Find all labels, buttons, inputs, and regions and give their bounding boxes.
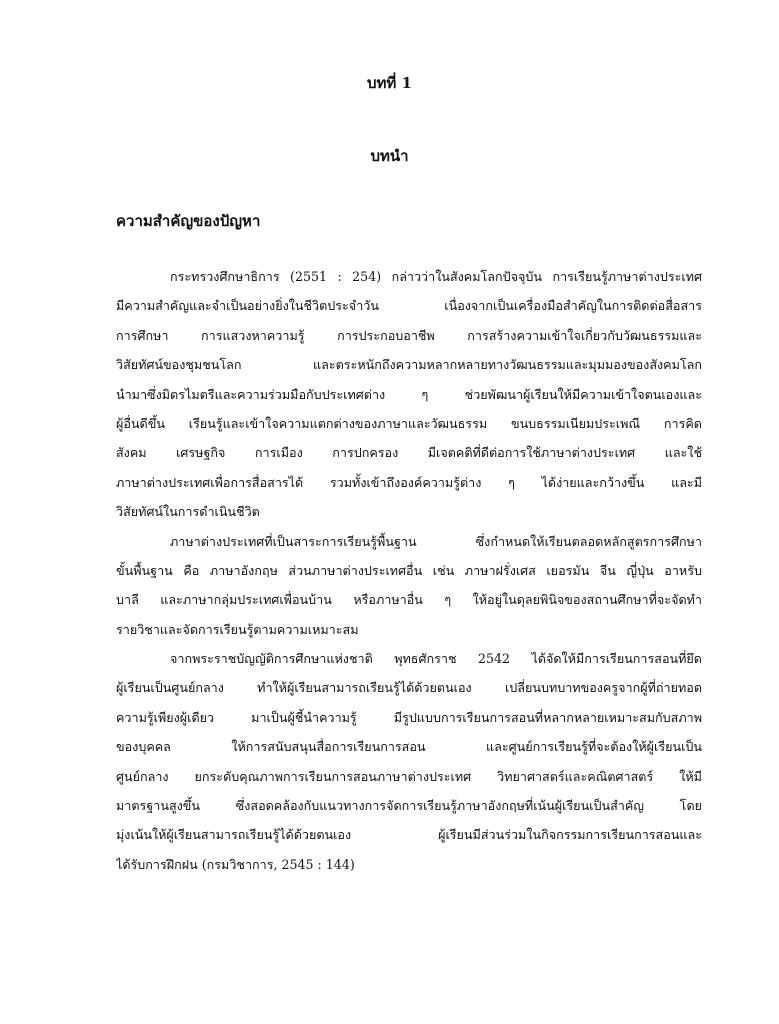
paragraph-line: ภาษาต่างประเทศที่เป็นสาระการเรียนรู้พื้นฐาน ซึ่งกำหนดให้เรียนตลอดหลักสูตรการศึกษา bbox=[170, 533, 702, 549]
paragraph-line: ขั้นพื้นฐาน คือ ภาษาอังกฤษ ส่วนภาษาต่างประเทศอื่น เช่น ภาษาฝรั่งเศส เยอรมัน จีน ญี่ปุ่น อาหรับ bbox=[116, 562, 702, 578]
section-heading: ความสำคัญของปัญหา bbox=[116, 212, 261, 230]
paragraph-line: จากพระราชบัญญัติการศึกษาแห่งชาติ พุทธศักราช 2542 ได้จัดให้มีการเรียนการสอนที่ยึด bbox=[170, 651, 702, 667]
paragraph-line: ผู้เรียนเป็นศูนย์กลาง ทำให้ผู้เรียนสามารถเรียนรู้ได้ด้วยตนเอง เปลี่ยนบทบาทของครูจากผู้ที่ถ่ายทอด bbox=[116, 680, 702, 696]
paragraph-line: ศูนย์กลาง ยกระดับคุณภาพการเรียนการสอนภาษาต่างประเทศ วิทยาศาสตร์และคณิตศาสตร์ ให้มี bbox=[116, 768, 702, 784]
paragraph-line: รายวิชาและจัดการเรียนรู้ตามความเหมาะสม bbox=[116, 621, 359, 637]
paragraph-1 bbox=[116, 262, 702, 527]
paragraph-line: สังคม เศรษฐกิจ การเมือง การปกครอง มีเจตคติที่ดีต่อการใช้ภาษาต่างประเทศ และใช้ bbox=[116, 445, 702, 461]
paragraph-line: ความรู้เพียงผู้เดียว มาเป็นผู้ชี้นำความรู้ มีรูปแบบการเรียนการสอนที่หลากหลายเหมาะสมกับสภาพ bbox=[116, 709, 702, 725]
paragraph-line: การศึกษา การแสวงหาความรู้ การประกอบอาชีพ การสร้างความเข้าใจเกี่ยวกับวัฒนธรรมและ bbox=[116, 327, 702, 343]
paragraph-line: มีความสำคัญและจำเป็นอย่างยิ่งในชีวิตประจำวัน เนื่องจากเป็นเครื่องมือสำคัญในการติดต่อสื่อสาร bbox=[116, 298, 702, 314]
paragraph-line: มาตรฐานสูงขึ้น ซึ่งสอดคล้องกับแนวทางการจัดการเรียนรู้ภาษาอังกฤษที่เน้นผู้เรียนเป็นสำคัญ โดย bbox=[116, 798, 702, 814]
paragraph-line: บาลี และภาษากลุ่มประเทศเพื่อนบ้าน หรือภาษาอื่น ๆ ให้อยู่ในดุลยพินิจของสถานศึกษาที่จะจัดทำ bbox=[116, 592, 702, 608]
chapter-title: บทนำ bbox=[370, 147, 409, 165]
paragraph-3 bbox=[116, 644, 702, 879]
paragraph-line: กระทรวงศึกษาธิการ (2551 : 254) กล่าวว่าในสังคมโลกปัจจุบัน การเรียนรู้ภาษาต่างประเทศ bbox=[170, 269, 702, 284]
chapter-number: บทที่ 1 bbox=[367, 74, 412, 92]
paragraph-line: ของบุคคล ให้การสนับสนุนสื่อการเรียนการสอน และศูนย์การเรียนรู้ที่จะต้องให้ผู้เรียนเป็น bbox=[116, 739, 702, 755]
paragraph-line: ได้รับการฝึกฝน (กรมวิชาการ, 2545 : 144) bbox=[116, 856, 355, 872]
paragraph-2 bbox=[116, 527, 702, 645]
paragraph-line: มุ่งเน้นให้ผู้เรียนสามารถเรียนรู้ได้ด้วยตนเอง ผู้เรียนมีส่วนร่วมในกิจกรรมการเรียนการสอนและ bbox=[116, 827, 702, 843]
paragraph-line: ผู้อื่นดีขึ้น เรียนรู้และเข้าใจความแตกต่างของภาษาและวัฒนธรรม ขนบธรรมเนียมประเพณี การคิด bbox=[116, 415, 702, 431]
paragraph-line: วิสัยทัศน์ของชุมชนโลก และตระหนักถึงความหลากหลายทางวัฒนธรรมและมุมมองของสังคมโลก bbox=[116, 357, 702, 373]
paragraph-line: นำมาซึ่งมิตรไมตรีและความร่วมมือกับประเทศต่าง ๆ ช่วยพัฒนาผู้เรียนให้มีความเข้าใจตนเองและ bbox=[116, 386, 702, 402]
paragraph-line: ภาษาต่างประเทศเพื่อการสื่อสารได้ รวมทั้งเข้าถึงองค์ความรู้ต่าง ๆ ได้ง่ายและกว้างขึ้น และมี bbox=[116, 474, 702, 490]
paragraph-line: วิสัยทัศน์ในการดำเนินชีวิต bbox=[116, 504, 260, 520]
body-text bbox=[116, 262, 702, 879]
